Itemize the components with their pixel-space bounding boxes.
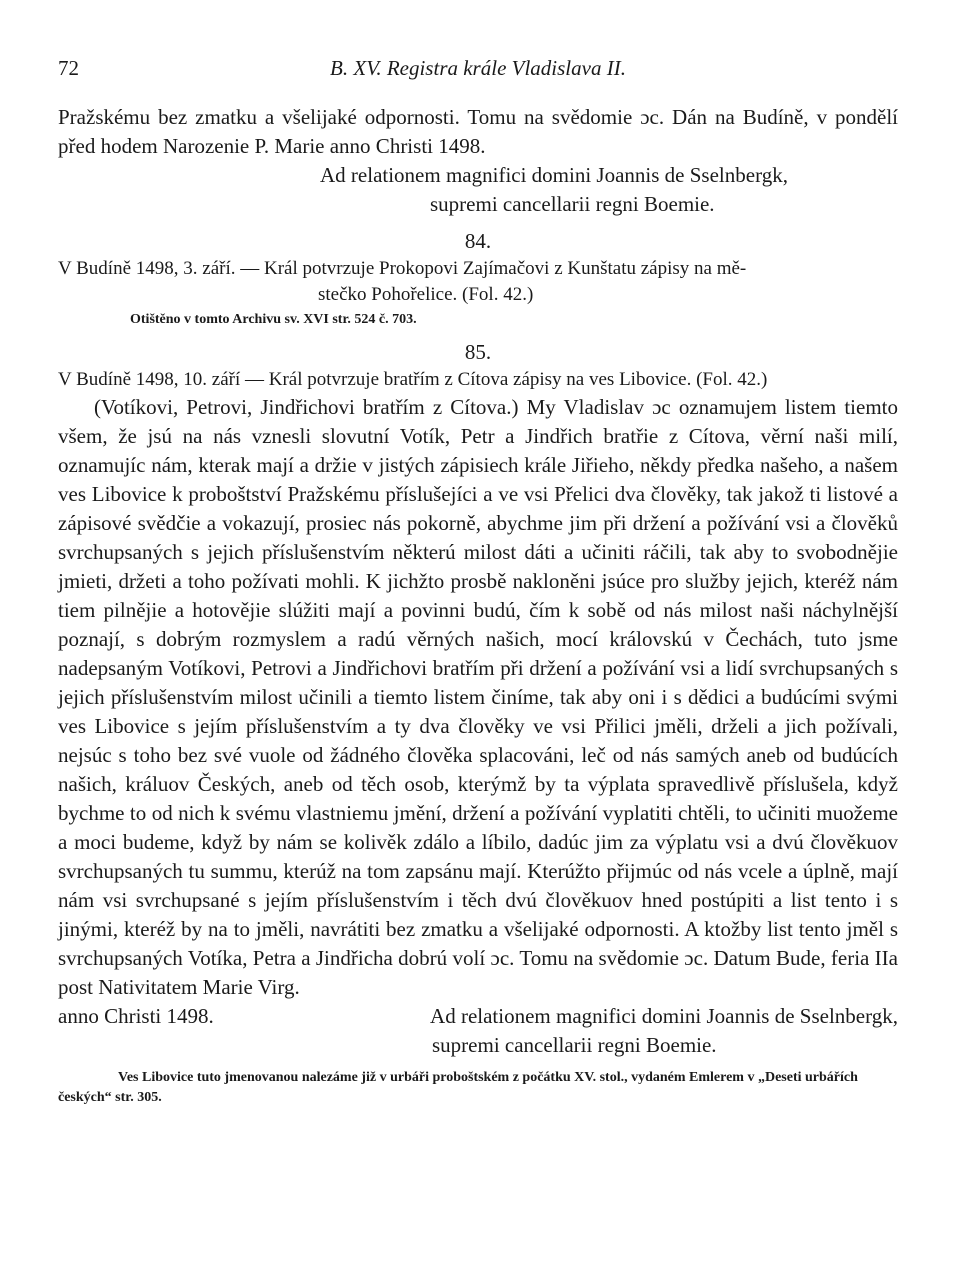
doc85-footnote <box>58 1068 898 1108</box>
doc83-text-tail: Pražskému bez zmatku a všelijaké odpornosti. Tomu na svědomie ɔc. Dán na Budíně, v pondělí před hodem Narozenie P. Marie anno Christi 1498. <box>58 105 898 158</box>
doc84-note: Otištěno v tomto Archivu sv. XVI str. 524 č. 703. <box>130 312 417 327</box>
doc83-relation-line1: Ad relationem magnifici domini Joannis de Sselnbergk, <box>320 163 788 187</box>
doc85-date-tail: anno Christi 1498. <box>58 1004 214 1028</box>
doc85-regest: V Budíně 1498, 10. září — Král potvrzuje bratřím z Cítova zápisy na ves Libovice. (Fol. 42.) <box>58 369 768 390</box>
doc85-footnote-text: Ves Libovice tuto jmenovanou nalezáme již v urbáři proboštském z počátku XV. stol., vydaném Emlerem v „Deseti urbářích českých“ str. 305. <box>58 1070 858 1105</box>
doc84-number: 84. <box>464 229 492 253</box>
doc85-relation-line1: Ad relationem magnifici domini Joannis de Sselnbergk, <box>430 1004 898 1028</box>
doc85-relation-line2: supremi cancellarii regni Boemie. <box>432 1033 717 1057</box>
doc85-text: (Votíkovi, Petrovi, Jindřichovi bratřím z Cítova.) My Vladislav ɔc oznamujem listem tiemto všem, že jsú na nás vznesli slovutní Votík, Petr a Jindřich bratřie z Cítova, věrní naši milí, oznamujíc nám, kterak mají a držie v jistých zápisiech krále Jiřieho, někdy předka našeho, a našem ves Libovice k proboštství Pražskému příslušejíci a ve vsi Přelici dva člověky, tak jakož ti listové a zápisové svědčie a vokazují, prosiec nás pokorně, abychme jim při držení a požívání vsi a člověků svrchupsaných s jejich příslušenstvím některú milost dáti a učiniti ráčili, tak aby to svobodnějie jmieti, držeti a toho požívati mohli. K jichžto prosbě nakloněni jsúce pro služby jejich, kteréž nám tiem pilnějie a hotovějie slúžiti mají a povinni budú, čím k sobě od nás milost naši náchylnější poznají, s dobrým rozmyslem a radú věrných našich, mocí královskú v Čechách, tuto jsme nadepsaným Votíkovi, Petrovi a Jindřichovi bratřím při držení a požívání vsi a lidí svrchupsaných s jejich příslušenstvím milost učinili a tiemto listem činíme, tak aby oni i s dědici a budúcími svými ves Libovice s jejím příslušenstvím a ty dva člověky ve vsi Přilici jměli, drželi a jich požívali, nejsúc s toho bez své vuole od žádného člověka splacováni, leč od nás samých aneb od budúcích našich, králuov Českých, aneb od těch osob, kterýmž by ta výplata spravedlivě příslušela, když bychme to od nich k svému vlastniemu jmění, držení a požívání vyplatiti chtěli, to učiniti muožeme a moci budeme, když by nám se kolivěk zdálo a líbilo, dadúc jim za výplatu vsi a dvú člověkuov svrchupsaných tu summu, kterúž na tom zapsánu mají. Kterúžto přijmúc od nás vcele a úplně, mají nám vsi svrchupsané s jejím příslušenstvím i těch dvú člověkuov hned postúpiti a list tento i s jinými, kteréž by na to jměli, navrátiti bez zmatku a všelijaké odpornosti. A ktožby list tento jměl s svrchupsaných Votíka, Petra a Jindřicha dobrú volí ɔc. Tomu na svědomie ɔc. Datum Bude, feria IIa post Nativitatem Marie Virg. <box>58 395 898 999</box>
page-number: 72 <box>58 56 79 80</box>
running-title: B. XV. Registra krále Vladislava II. <box>330 56 626 80</box>
doc84-regest-line2: stečko Pohořelice. (Fol. 42.) <box>318 284 534 305</box>
doc85-closing-row <box>58 1002 898 1031</box>
doc83-relation <box>320 161 898 219</box>
page-body <box>58 103 898 1108</box>
page-header <box>58 56 898 86</box>
doc83-relation-line2: supremi cancellarii regni Boemie. <box>430 192 715 216</box>
doc84-regest-line1: V Budíně 1498, 3. září. — Král potvrzuje Prokopovi Zajímačovi z Kunštatu zápisy na mě- <box>58 258 747 279</box>
doc85-number: 85. <box>464 340 492 364</box>
